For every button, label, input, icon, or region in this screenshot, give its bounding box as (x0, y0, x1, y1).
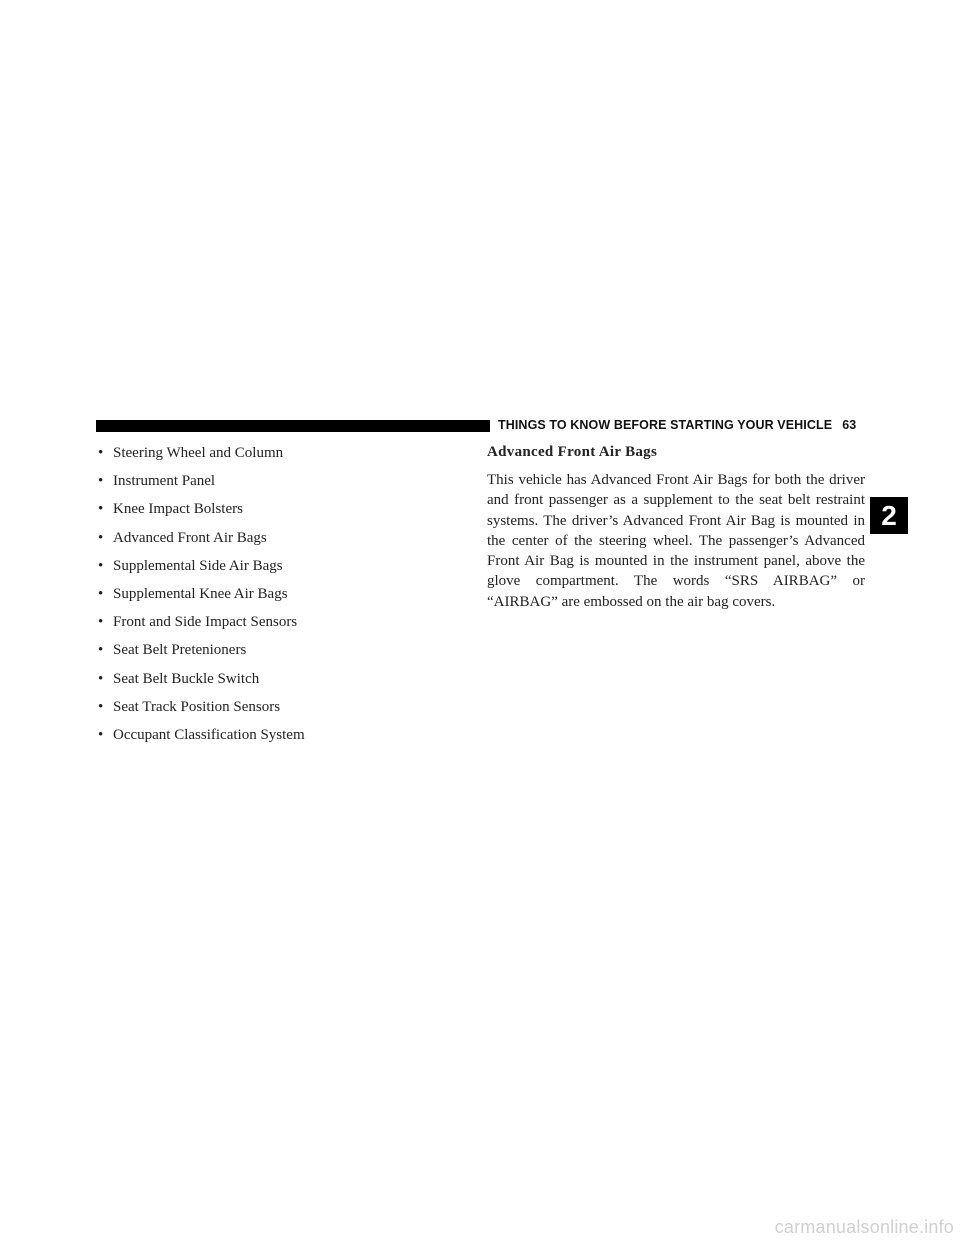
bullet-icon: • (98, 670, 104, 687)
section-heading: Advanced Front Air Bags (487, 444, 658, 460)
bullet-icon: • (98, 614, 104, 631)
list-item-text: Seat Track Position Sensors (113, 698, 281, 715)
list-item (98, 467, 458, 495)
header-rule (96, 420, 490, 432)
bullet-icon: • (98, 557, 104, 574)
list-item-text: Advanced Front Air Bags (113, 529, 267, 546)
bullet-icon: • (98, 473, 104, 490)
list-item-text: Seat Belt Buckle Switch (113, 670, 260, 687)
list-item-text: Supplemental Side Air Bags (113, 557, 283, 574)
bullet-icon: • (98, 585, 104, 602)
list-item (98, 495, 458, 523)
watermark: carmanualsonline.info (774, 1217, 954, 1237)
list-item (98, 524, 458, 552)
section-title: THINGS TO KNOW BEFORE STARTING YOUR VEHICLE (498, 418, 833, 432)
list-item (98, 580, 458, 608)
list-item (98, 608, 458, 636)
list-item-text: Occupant Classification System (113, 726, 305, 743)
bullet-icon: • (98, 445, 104, 461)
list-item (98, 439, 458, 467)
list-item-text: Steering Wheel and Column (113, 445, 284, 461)
bullet-icon: • (98, 501, 104, 518)
list-item-text: Front and Side Impact Sensors (113, 614, 298, 631)
bullet-icon: • (98, 698, 104, 715)
bullet-icon: • (98, 726, 104, 743)
page-number: 63 (842, 418, 857, 432)
section-paragraph: This vehicle has Advanced Front Air Bags for both the driver and front passenger as a supplement to the seat belt restraint systems. The driver’s Advanced Front Air Bag is mounted in the center of the steering wheel. The passenger’s Advanced Front Air Bag is mounted in the instrument panel, above the glove compartment. The words “SRS AIRBAG” or “AIRBAG” are embossed on the air bag covers. (487, 472, 865, 610)
list-item (98, 693, 458, 721)
bullet-icon: • (98, 529, 104, 546)
list-item (98, 552, 458, 580)
list-item-text: Seat Belt Pretenioners (113, 642, 247, 659)
bullet-icon: • (98, 642, 104, 659)
list-item (98, 636, 458, 664)
list-item-text: Supplemental Knee Air Bags (113, 585, 288, 602)
running-header (498, 418, 868, 432)
list-item-text: Instrument Panel (113, 473, 216, 490)
list-item (98, 665, 458, 693)
component-list (98, 439, 458, 749)
airbag-section (487, 438, 865, 612)
list-item-text: Knee Impact Bolsters (113, 501, 243, 518)
chapter-tab: 2 (870, 497, 908, 534)
list-item (98, 721, 458, 749)
